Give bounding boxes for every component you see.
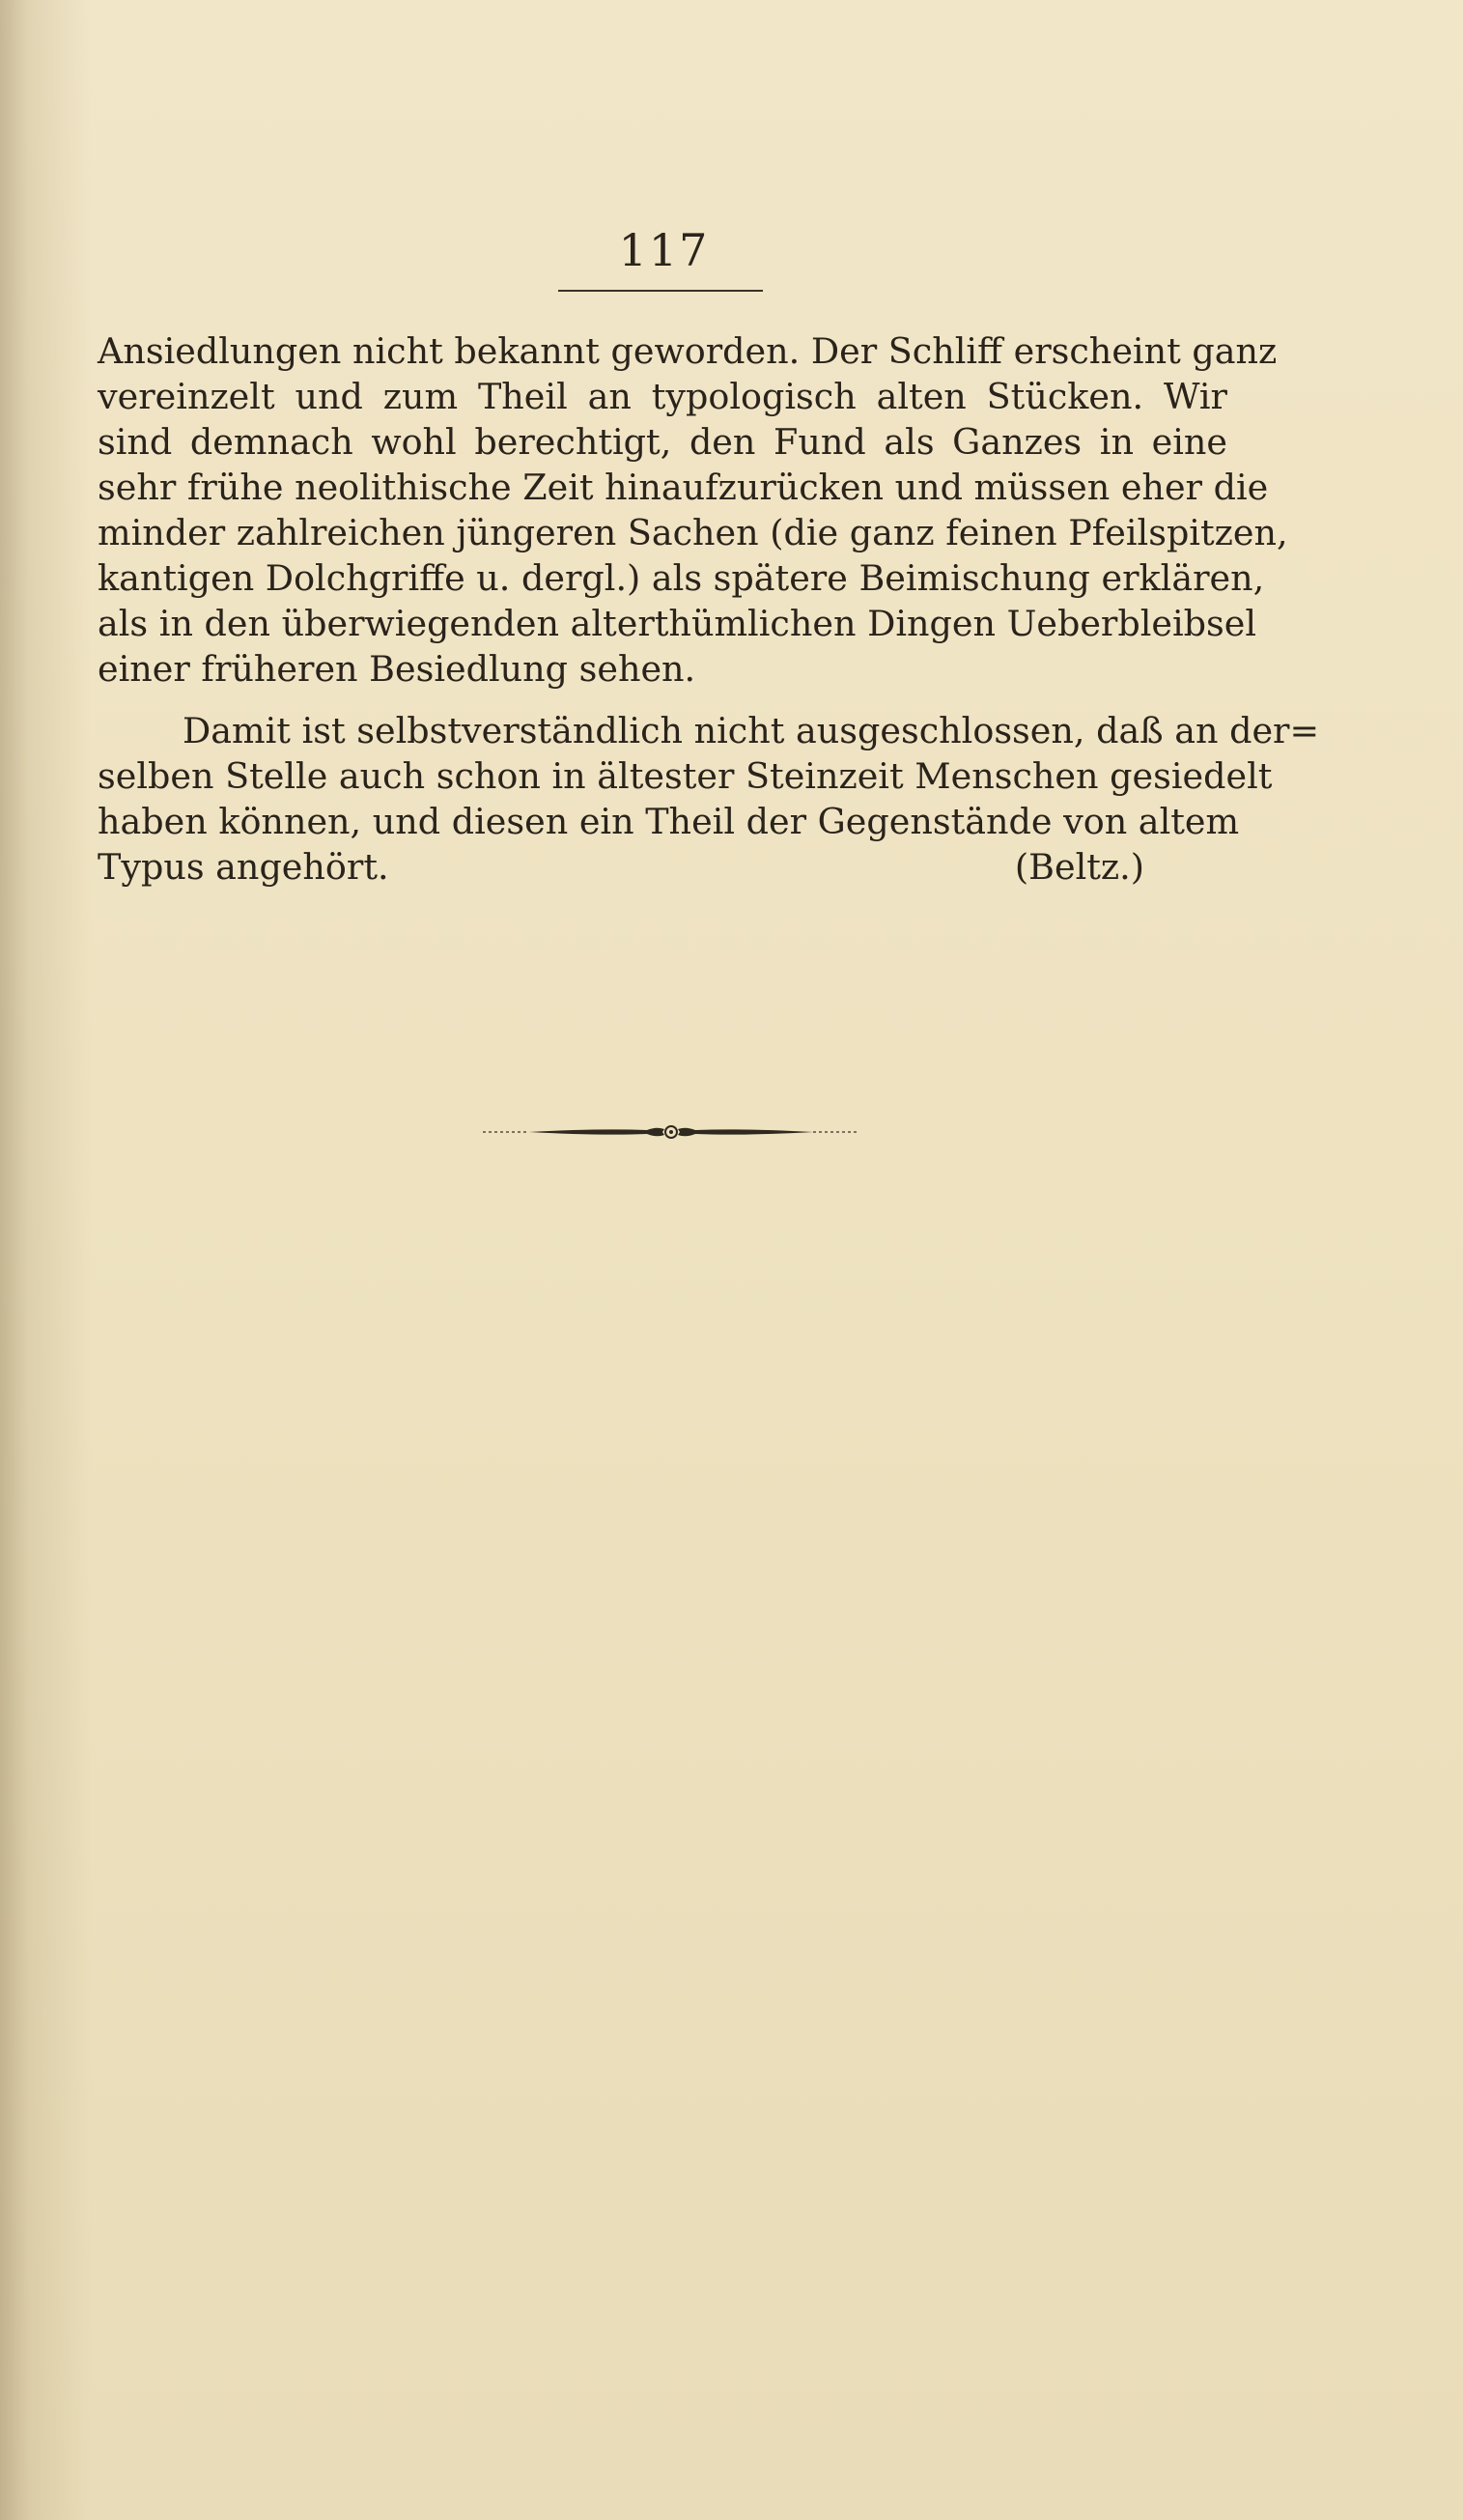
text-line: Typus angehört. xyxy=(98,846,389,888)
text-line: sehr frühe neolithische Zeit hinaufzurücken und müssen eher die xyxy=(98,467,1269,508)
text-line: minder zahlreichen jüngeren Sachen (die ganz feinen Pfeilspitzen, xyxy=(98,512,1288,553)
page-number: 117 xyxy=(618,224,710,276)
closing-line xyxy=(98,844,1227,890)
paragraph-2 xyxy=(98,708,1320,890)
text-line: vereinzelt und zum Theil an typologisch alten Stücken. Wir xyxy=(98,376,1227,417)
text-line: Ansiedlungen nicht bekannt geworden. Der Schliff erscheint ganz xyxy=(98,330,1278,372)
text-line: selben Stelle auch schon in ältester Steinzeit Menschen gesiedelt xyxy=(98,755,1273,797)
text-line: haben können, und diesen ein Theil der Gegenstände von altem xyxy=(98,801,1240,842)
body-text xyxy=(98,328,1320,890)
paragraph-1 xyxy=(98,328,1288,692)
text-line: Damit ist selbstverständlich nicht ausgeschlossen, daß an der= xyxy=(183,710,1320,751)
text-line: kantigen Dolchgriffe u. dergl.) als spätere Beimischung erklären, xyxy=(98,557,1265,599)
page-number-rule xyxy=(558,290,763,292)
text-line: einer früheren Besiedlung sehen. xyxy=(98,648,696,690)
text-line: sind demnach wohl berechtigt, den Fund als Ganzes in eine xyxy=(98,421,1227,463)
text-line: als in den überwiegenden alterthümlichen Dingen Ueberbleibsel xyxy=(98,603,1257,644)
divider-ornament-icon xyxy=(483,1118,859,1147)
author-signature: (Beltz.) xyxy=(1014,846,1144,888)
